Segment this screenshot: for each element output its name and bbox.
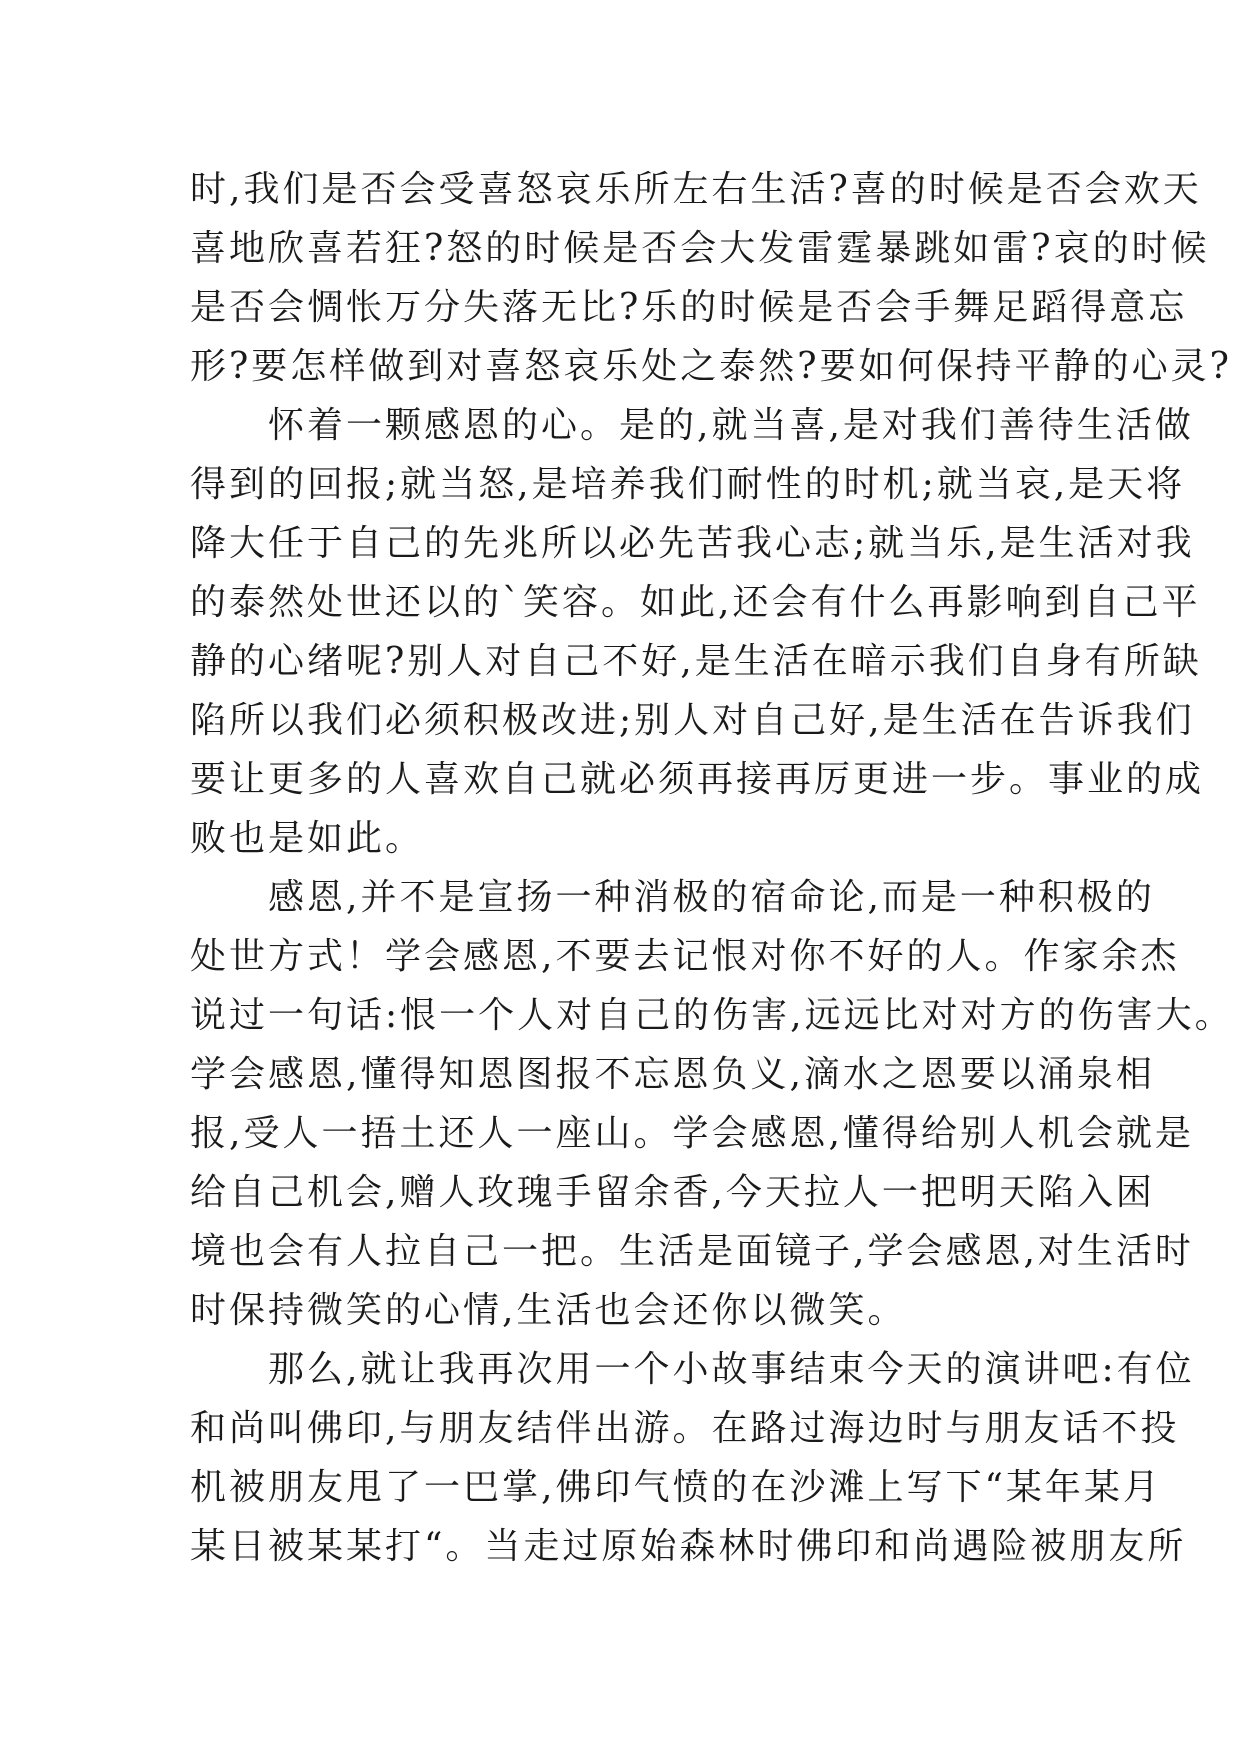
text-line: 学会感恩,懂得知恩图报不忘恩负义,滴水之恩要以涌泉相: [190, 1054, 1155, 1095]
text-line: 那么,就让我再次用一个小故事结束今天的演讲吧:有位: [190, 1349, 1195, 1390]
text-line: 要让更多的人喜欢自己就必须再接再厉更进一步。事业的成: [190, 759, 1205, 800]
text-line: 和尚叫佛印,与朋友结伴出游。在路过海边时与朋友话不投: [190, 1408, 1180, 1449]
text-line: 喜地欣喜若狂?怒的时候是否会大发雷霆暴跳如雷?哀的时候: [190, 228, 1210, 269]
text-line: 时保持微笑的心情,生活也会还你以微笑。: [190, 1290, 907, 1331]
document-body: [190, 160, 1234, 1576]
text-line: 形?要怎样做到对喜怒哀乐处之泰然?要如何保持平静的心灵?: [190, 346, 1232, 387]
text-line: 降大任于自己的先兆所以必先苦我心志;就当乐,是生活对我: [190, 523, 1195, 564]
text-line: 败也是如此。: [190, 818, 425, 859]
text-line: 某日被某某打“。当走过原始森林时佛印和尚遇险被朋友所: [190, 1526, 1187, 1567]
text-line: 时,我们是否会受喜怒哀乐所左右生活?喜的时候是否会欢天: [190, 169, 1202, 210]
text-line: 怀着一颗感恩的心。是的,就当喜,是对我们善待生活做: [190, 405, 1194, 446]
text-line: 静的心绪呢?别人对自己不好,是生活在暗示我们自身有所缺: [190, 641, 1202, 682]
text-line: 报,受人一捂土还人一座山。学会感恩,懂得给别人机会就是: [190, 1113, 1194, 1154]
text-line: 说过一句话:恨一个人对自己的伤害,远远比对对方的伤害大。: [190, 995, 1234, 1036]
text-line: 处世方式！学会感恩,不要去记恨对你不好的人。作家余杰: [190, 936, 1180, 977]
text-line: 得到的回报;就当怒,是培养我们耐性的时机;就当哀,是天将: [190, 464, 1186, 505]
text-line: 是否会惆怅万分失落无比?乐的时候是否会手舞足蹈得意忘: [190, 287, 1188, 328]
text-line: 给自己机会,赠人玫瑰手留余香,今天拉人一把明天陷入困: [190, 1172, 1155, 1213]
text-line: 陷所以我们必须积极改进;别人对自己好,是生活在告诉我们: [190, 700, 1195, 741]
text-line: 的泰然处世还以的`笑容。如此,还会有什么再影响到自己平: [190, 582, 1201, 623]
text-line: 机被朋友甩了一巴掌,佛印气愤的在沙滩上写下“某年某月: [190, 1467, 1162, 1508]
text-line: 感恩,并不是宣扬一种消极的宿命论,而是一种积极的: [190, 877, 1155, 918]
text-line: 境也会有人拉自己一把。生活是面镜子,学会感恩,对生活时: [190, 1231, 1194, 1272]
